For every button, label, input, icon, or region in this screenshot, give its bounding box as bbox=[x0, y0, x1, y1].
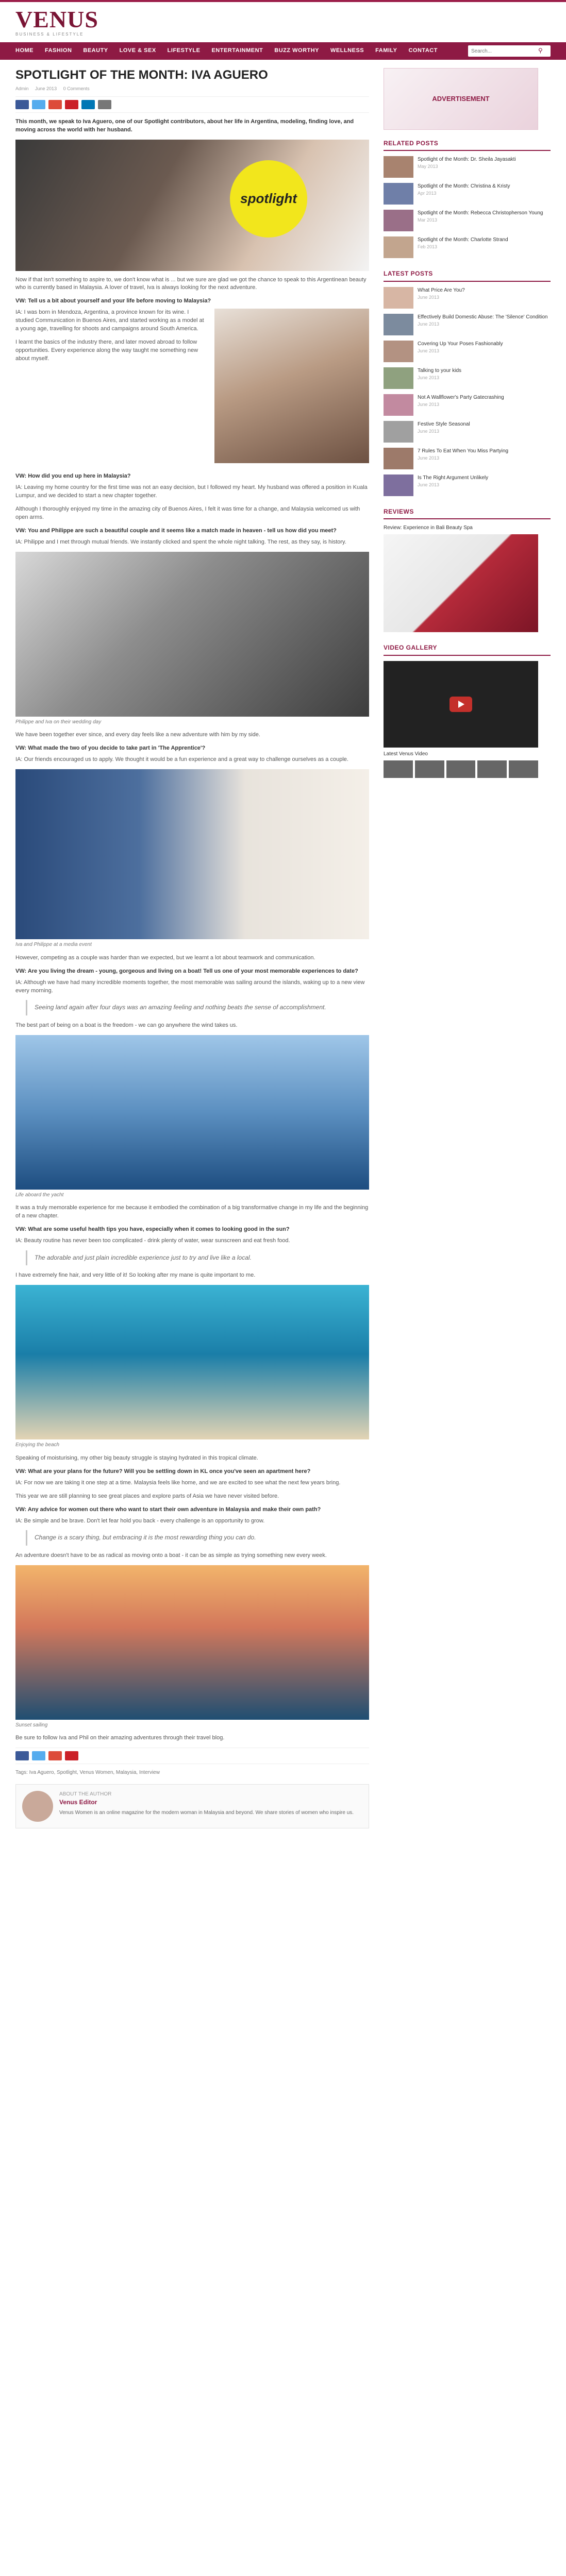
list-item[interactable]: Talking to your kids June 2013 bbox=[384, 367, 551, 389]
nav-item-beauty[interactable]: BEAUTY bbox=[83, 47, 108, 54]
email-share-icon[interactable] bbox=[98, 100, 111, 109]
portrait-image bbox=[214, 309, 369, 463]
article-paragraph: IA: Our friends encouraged us to apply. We thought it would be a fun experience and a great way to challenge ourselves as a couple. bbox=[15, 756, 348, 763]
article-main bbox=[15, 68, 369, 1836]
google-plus-share-icon[interactable] bbox=[48, 100, 62, 109]
event-photo bbox=[15, 769, 369, 939]
post-thumbnail bbox=[384, 314, 413, 335]
interview-question: VW: You and Philippe are such a beautiful couple and it seems like a match made in heaven - tell us how did you meet? bbox=[15, 528, 337, 534]
list-item[interactable]: Spotlight of the Month: Charlotte Strand Feb 2013 bbox=[384, 236, 551, 258]
article-paragraph: It was a truly memorable experience for me because it embodied the combination of a big transformative change in my life and the beginning of a new chapter. bbox=[15, 1205, 369, 1219]
list-item[interactable]: Is The Right Argument Unlikely June 2013 bbox=[384, 474, 551, 496]
related-posts-heading: RELATED POSTS bbox=[384, 139, 551, 151]
post-thumbnail bbox=[384, 341, 413, 362]
interview-question: VW: Are you living the dream - young, gorgeous and living on a boat! Tell us one of your most memorable experiences to date? bbox=[15, 968, 358, 974]
search-icon[interactable]: ⚲ bbox=[538, 47, 543, 55]
sidebar bbox=[384, 68, 551, 1836]
photo-caption: Iva and Philippe at a media event bbox=[15, 942, 92, 948]
twitter-share-icon[interactable] bbox=[32, 1751, 45, 1760]
facebook-share-icon[interactable] bbox=[15, 100, 29, 109]
photo-caption: Life aboard the yacht bbox=[15, 1192, 64, 1198]
article-paragraph: IA: Beauty routine has never been too complicated - drink plenty of water, wear sunscreen and eat fresh food. bbox=[15, 1238, 290, 1244]
twitter-share-icon[interactable] bbox=[32, 100, 45, 109]
latest-posts bbox=[384, 269, 551, 496]
nav-item-wellness[interactable]: WELLNESS bbox=[330, 47, 364, 54]
photo-caption: Sunset sailing bbox=[15, 1722, 48, 1728]
interview-question: VW: What are your plans for the future? Will you be settling down in KL once you've seen an apartment here? bbox=[15, 1468, 311, 1475]
play-icon[interactable] bbox=[450, 697, 472, 712]
photo-caption: Philippe and Iva on their wedding day bbox=[15, 719, 102, 725]
article-paragraph: This year we are still planning to see great places and explore parts of Asia we have never visited before. bbox=[15, 1493, 279, 1499]
video-thumbnails bbox=[384, 760, 538, 778]
list-item[interactable]: Spotlight of the Month: Rebecca Christopherson Young Mar 2013 bbox=[384, 210, 551, 231]
list-item[interactable]: What Price Are You? June 2013 bbox=[384, 287, 551, 309]
search-box bbox=[468, 45, 551, 57]
nav-item-family[interactable]: FAMILY bbox=[375, 47, 397, 54]
reviews bbox=[384, 507, 551, 632]
article-paragraph: However, competing as a couple was harder than we expected, but we learnt a lot about teamwork and communication. bbox=[15, 954, 315, 961]
related-posts bbox=[384, 139, 551, 258]
reviews-heading: REVIEWS bbox=[384, 507, 551, 519]
spotlight-badge: spotlight bbox=[230, 160, 307, 238]
list-item[interactable]: Covering Up Your Poses Fashionably June 2013 bbox=[384, 341, 551, 362]
nav-item-lifestyle[interactable]: LIFESTYLE bbox=[167, 47, 201, 54]
video-thumbnail[interactable] bbox=[477, 760, 507, 778]
nav-item-fashion[interactable]: FASHION bbox=[45, 47, 72, 54]
post-thumbnail bbox=[384, 236, 413, 258]
video-thumbnail[interactable] bbox=[415, 760, 444, 778]
beach-photo bbox=[15, 1285, 369, 1439]
pull-quote: The adorable and just plain incredible experience just to try and live like a local. bbox=[26, 1250, 369, 1265]
list-item[interactable]: 7 Rules To Eat When You Miss Partying June 2013 bbox=[384, 448, 551, 469]
wedding-photo bbox=[15, 552, 369, 717]
article-paragraph: The best part of being on a boat is the freedom - we can go anywhere the wind takes us. bbox=[15, 1022, 238, 1028]
video-thumbnail[interactable] bbox=[446, 760, 476, 778]
post-thumbnail bbox=[384, 394, 413, 416]
post-comments[interactable]: 0 Comments bbox=[63, 86, 90, 91]
site-logo[interactable]: VENUS BUSINESS & LIFESTYLE bbox=[15, 6, 98, 37]
linkedin-share-icon[interactable] bbox=[81, 100, 95, 109]
article-paragraph: IA: For now we are taking it one step at a time. Malaysia feels like home, and we are excited to see what the next few years bring. bbox=[15, 1479, 341, 1486]
avatar bbox=[22, 1791, 53, 1822]
post-thumbnail bbox=[384, 421, 413, 443]
video-player[interactable] bbox=[384, 661, 538, 748]
author-box bbox=[15, 1784, 369, 1828]
list-item[interactable]: Not A Wallflower's Party Gatecrashing June 2013 bbox=[384, 394, 551, 416]
post-thumbnail bbox=[384, 448, 413, 469]
interview-question: VW: Tell us a bit about yourself and your life before moving to Malaysia? bbox=[15, 298, 211, 304]
review-image[interactable] bbox=[384, 534, 538, 632]
post-thumbnail bbox=[384, 210, 413, 231]
yacht-photo bbox=[15, 1035, 369, 1190]
post-thumbnail bbox=[384, 183, 413, 205]
pull-quote: Change is a scary thing, but embracing it is the most rewarding thing you can do. bbox=[26, 1530, 369, 1545]
video-caption: Latest Venus Video bbox=[384, 751, 428, 757]
article-paragraph: An adventure doesn't have to be as radical as moving onto a boat - it can be as simple as trying something new every week. bbox=[15, 1552, 327, 1558]
hero-image bbox=[15, 140, 369, 271]
post-thumbnail bbox=[384, 287, 413, 309]
interview-question: VW: How did you end up here in Malaysia? bbox=[15, 473, 131, 480]
post-tags: Tags: Iva Aguero, Spotlight, Venus Women, Malaysia, Interview bbox=[15, 1770, 160, 1776]
article-paragraph: IA: Philippe and I met through mutual friends. We instantly clicked and spent the whole night talking. The rest, as they say, is history. bbox=[15, 538, 346, 545]
article-paragraph: Now if that isn't something to aspire to, we don't know what is ... but we sure are glad we got the chance to speak to this Argentinean beauty who is currently based in Malaysia. A lover of travel, Iva is always looking for the next adventure. bbox=[15, 276, 367, 291]
search-input[interactable] bbox=[471, 48, 538, 54]
article-paragraph: IA: I was born in Mendoza, Argentina, a province known for its wine. I studied Communication in Buenos Aires, and started working as a model at a young age, travelling for shoots and campaigns around South America. bbox=[15, 309, 204, 332]
interview-question: VW: Any advice for women out there who want to start their own adventure in Malaysia and make their own path? bbox=[15, 1506, 321, 1513]
google-plus-share-icon[interactable] bbox=[48, 1751, 62, 1760]
share-bar bbox=[15, 96, 369, 113]
pull-quote: Seeing land again after four days was an amazing feeling and nothing beats the sense of accomplishment. bbox=[26, 1000, 369, 1015]
interview-question: VW: What made the two of you decide to take part in 'The Apprentice'? bbox=[15, 745, 206, 752]
pinterest-share-icon[interactable] bbox=[65, 1751, 78, 1760]
nav-item-entertainment[interactable]: ENTERTAINMENT bbox=[211, 47, 263, 54]
pinterest-share-icon[interactable] bbox=[65, 100, 78, 109]
nav-item-contact[interactable]: CONTACT bbox=[408, 47, 438, 54]
nav-item-home[interactable]: HOME bbox=[15, 47, 34, 54]
site-header bbox=[0, 2, 566, 42]
list-item[interactable]: Spotlight of the Month: Christina & Kristy Apr 2013 bbox=[384, 183, 551, 205]
post-title: SPOTLIGHT OF THE MONTH: IVA AGUERO bbox=[15, 68, 268, 82]
post-thumbnail bbox=[384, 367, 413, 389]
article-intro: This month, we speak to Iva Aguero, one of our Spotlight contributors, about her life in Argentina, modeling, finding love, and moving across the world with her husband. bbox=[15, 118, 354, 133]
article-paragraph: Although I thoroughly enjoyed my time in the amazing city of Buenos Aires, I felt it was time for a change, and Malaysia welcomed us with open arms. bbox=[15, 506, 360, 521]
sidebar-ad[interactable]: ADVERTISEMENT bbox=[384, 68, 538, 130]
list-item[interactable]: Spotlight of the Month: Dr. Sheila Jayasakti May 2013 bbox=[384, 156, 551, 178]
nav-item-buzz-worthy[interactable]: BUZZ WORTHY bbox=[274, 47, 320, 54]
latest-posts-heading: LATEST POSTS bbox=[384, 269, 551, 281]
article-paragraph: IA: Although we have had many incredible moments together, the most memorable was sailing around the islands, waking up to a new view every morning. bbox=[15, 979, 365, 994]
author-box-title: ABOUT THE AUTHOR bbox=[59, 1791, 112, 1797]
photo-caption: Enjoying the beach bbox=[15, 1442, 60, 1448]
post-author[interactable]: Admin bbox=[15, 86, 29, 91]
author-bio: Venus Women is an online magazine for the modern woman in Malaysia and beyond. We share stories of women who inspire us. bbox=[59, 1809, 354, 1816]
article-paragraph: IA: Be simple and be brave. Don't let fear hold you back - every challenge is an opportunity to grow. bbox=[15, 1517, 265, 1524]
post-thumbnail bbox=[384, 156, 413, 178]
post-thumbnail bbox=[384, 474, 413, 496]
article-paragraph: I have extremely fine hair, and very little of it! So looking after my mane is quite important to me. bbox=[15, 1272, 256, 1279]
post-date: June 2013 bbox=[35, 86, 57, 91]
sunset-photo bbox=[15, 1565, 369, 1720]
nav-item-love-sex[interactable]: LOVE & SEX bbox=[119, 47, 156, 54]
article-paragraph: I learnt the basics of the industry there, and later moved abroad to follow opportunities. Every experience along the way taught me something new about myself. bbox=[15, 339, 198, 362]
article-paragraph: We have been together ever since, and every day feels like a new adventure with him by my side. bbox=[15, 732, 260, 738]
author-name[interactable]: Venus Editor bbox=[59, 1799, 97, 1806]
list-item[interactable]: Effectively Build Domestic Abuse: The 'Silence' Condition June 2013 bbox=[384, 314, 551, 335]
review-text[interactable]: Review: Experience in Bali Beauty Spa bbox=[384, 525, 473, 531]
main-nav bbox=[0, 42, 566, 60]
share-bar-bottom bbox=[15, 1748, 369, 1764]
post-meta bbox=[15, 86, 369, 92]
video-thumbnail[interactable] bbox=[509, 760, 538, 778]
facebook-share-icon[interactable] bbox=[15, 1751, 29, 1760]
video-thumbnail[interactable] bbox=[384, 760, 413, 778]
article-paragraph: Be sure to follow Iva and Phil on their amazing adventures through their travel blog. bbox=[15, 1735, 225, 1741]
interview-question: VW: What are some useful health tips you have, especially when it comes to looking good in the sun? bbox=[15, 1226, 290, 1233]
video-gallery-heading: VIDEO GALLERY bbox=[384, 643, 551, 655]
video-gallery bbox=[384, 643, 551, 777]
article-paragraph: Speaking of moisturising, my other big beauty struggle is staying hydrated in this tropical climate. bbox=[15, 1454, 258, 1461]
list-item[interactable]: Festive Style Seasonal June 2013 bbox=[384, 421, 551, 443]
article-paragraph: IA: Leaving my home country for the first time was not an easy decision, but I followed my heart. My husband was offered a position in Kuala Lumpur, and we decided to start a new chapter together. bbox=[15, 484, 368, 499]
